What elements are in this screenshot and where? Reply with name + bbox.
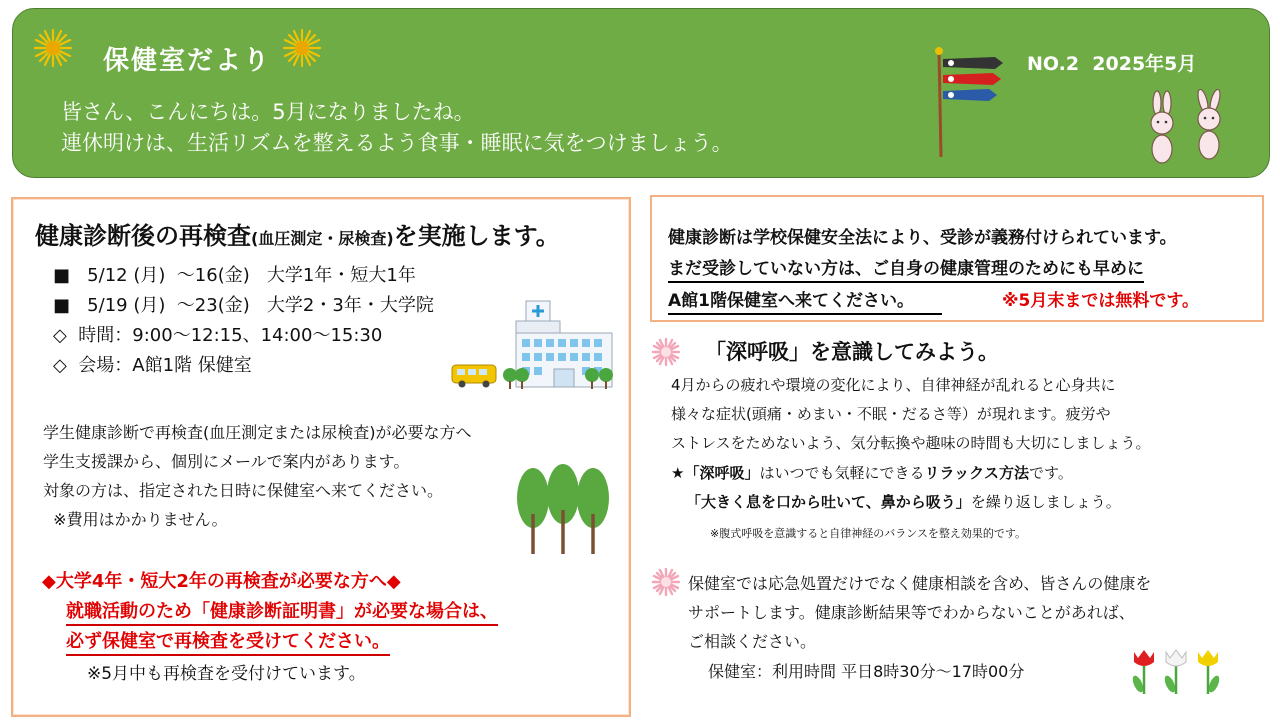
- trees-icon: [513, 464, 613, 556]
- newsletter-header: [12, 8, 1270, 178]
- greeting-line-2: 連休明けは、生活リズムを整えるよう食事・睡眠に気をつけましょう。: [61, 131, 733, 155]
- issue-number: NO.2 2025年5月: [1027, 53, 1197, 75]
- breathing-method: 「大きく息を口から吐いて、鼻から吸う」を繰り返しましょう。: [686, 493, 1121, 511]
- obligation-line-1: 健康診断は学校保健安全法により、受診が義務付けられています。: [668, 228, 1177, 248]
- final-year-notice-heading: ◆大学4年・短大2年の再検査が必要な方へ◆: [42, 571, 401, 592]
- schedule-line: ◇ 会場：A館1階 保健室: [53, 355, 252, 376]
- recheck-title: [35, 216, 560, 251]
- obligation-line-2: まだ受診していない方は、ご自身の健康管理のためにも早めに: [668, 254, 1144, 279]
- notice-note: ※5月中も再検査を受付けています。: [87, 664, 366, 684]
- consult-line: 保健室では応急処置だけでなく健康相談を含め、皆さんの健康を: [688, 574, 1152, 593]
- recheck-title-main: 健康診断後の再検査: [35, 222, 251, 250]
- pink-flower-icon: [651, 337, 681, 367]
- recheck-info-line: 学生健康診断で再検査(血圧測定または尿検査)が必要な方へ: [43, 423, 472, 442]
- schedule-line: ■ 5/12 (月) 〜16(金) 大学1年・短大1年: [53, 265, 416, 286]
- notice-line-2: 必ず保健室で再検査を受けてください。: [66, 627, 390, 653]
- fee-note: ※費用はかかりません。: [43, 510, 228, 529]
- obligation-notice: [650, 195, 1264, 322]
- greeting-line-1: 皆さん、こんにちは。5月になりましたね。: [61, 100, 475, 124]
- recheck-title-small: (血圧測定・尿検査): [251, 229, 394, 248]
- breathing-tip: ★「深呼吸」はいつでも気軽にできるリラックス方法です。: [671, 464, 1073, 482]
- tulips-icon: [1128, 648, 1228, 696]
- free-until-notice: ※5月末までは無料です。: [1002, 291, 1199, 311]
- pink-flower-icon: [651, 567, 681, 597]
- hospital-bus-illustration: [450, 299, 625, 391]
- rabbits-icon: [1135, 89, 1235, 169]
- notice-line-1: 就職活動のため「健康診断証明書」が必要な場合は、: [66, 597, 498, 623]
- breathing-paragraph-line: 様々な症状(頭痛・めまい・不眠・だるさ等）が現れます。疲労や: [671, 405, 1111, 423]
- recheck-section: [11, 197, 631, 717]
- greeting: [61, 97, 733, 159]
- sun-flower-icon: [282, 28, 322, 68]
- recheck-title-tail: を実施します。: [393, 222, 560, 250]
- breathing-paragraph-line: 4月からの疲れや環境の変化により、自律神経が乱れると心身共に: [671, 376, 1116, 394]
- sun-flower-icon: [33, 28, 73, 68]
- schedule-line: ◇ 時間：9:00〜12:15、14:00〜15:30: [53, 325, 383, 346]
- newsletter-title: 保健室だより: [103, 46, 272, 76]
- consult-line: サポートします。健康診断結果等でわからないことがあれば、: [688, 603, 1135, 622]
- office-hours: 保健室：利用時間 平日8時30分〜17時00分: [708, 662, 1025, 681]
- breathing-title: 「深呼吸」を意識してみよう。: [705, 340, 999, 364]
- recheck-info-line: 学生支援課から、個別にメールで案内があります。: [43, 452, 410, 471]
- koinobori-icon: [925, 45, 1011, 161]
- schedule-line: ■ 5/19 (月) 〜23(金) 大学2・3年・大学院: [53, 295, 434, 316]
- recheck-info-line: 対象の方は、指定された日時に保健室へ来てください。: [43, 481, 444, 500]
- obligation-line-3: A館1階保健室へ来てください。: [668, 286, 942, 311]
- consult-line: ご相談ください。: [688, 632, 817, 651]
- breathing-paragraph-line: ストレスをためないよう、気分転換や趣味の時間も大切にしましょう。: [671, 434, 1151, 452]
- breathing-note: ※腹式呼吸を意識すると自律神経のバランスを整え効果的です。: [710, 527, 1027, 540]
